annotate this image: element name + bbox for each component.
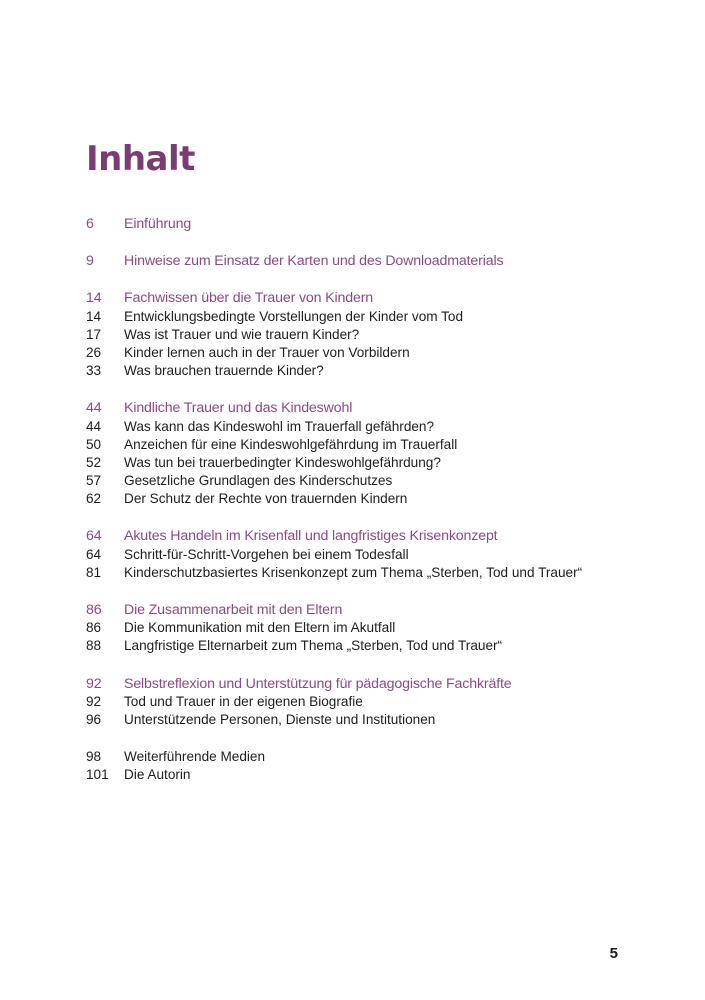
toc-entry-page: 64 — [86, 546, 102, 562]
toc-entry — [86, 418, 666, 436]
toc-entry — [86, 326, 666, 344]
toc-entry-page: 96 — [86, 711, 102, 727]
toc-entry — [86, 454, 666, 472]
toc-heading-title: Akutes Handeln im Krisenfall und langfristiges Krisenkonzept — [124, 528, 498, 545]
toc-heading-title: Fachwissen über die Trauer von Kindern — [124, 290, 374, 307]
toc-entry-title: Kinder lernen auch in der Trauer von Vorbildern — [124, 344, 410, 360]
toc-heading-title: Einführung — [124, 216, 192, 232]
toc-section — [86, 252, 666, 270]
toc-entry — [86, 308, 666, 326]
toc-entry — [86, 711, 666, 729]
toc-entry-title: Anzeichen für eine Kindeswohlgefährdung im Trauerfall — [124, 436, 458, 452]
toc-heading — [86, 289, 666, 307]
toc-heading — [86, 675, 666, 693]
toc-heading — [86, 252, 666, 270]
toc-entry-title: Die Kommunikation mit den Eltern im Akutfall — [124, 620, 396, 636]
toc-entry-title: Was tun bei trauerbedingter Kindeswohlgefährdung? — [124, 454, 441, 470]
toc-section — [86, 601, 666, 656]
toc-entry-title: Gesetzliche Grundlagen des Kinderschutzes — [124, 473, 393, 489]
toc-entry — [86, 693, 666, 711]
toc-entry-title: Tod und Trauer in der eigenen Biografie — [124, 693, 363, 709]
toc-entry — [86, 472, 666, 490]
toc-section — [86, 748, 666, 784]
toc-entry — [86, 766, 666, 784]
toc-entry-page: 86 — [86, 620, 102, 636]
toc-heading — [86, 215, 666, 233]
toc-heading-page: 14 — [86, 290, 102, 307]
toc-entry-page: 101 — [86, 767, 109, 783]
toc-heading-title: Selbstreflexion und Unterstützung für pädagogische Fachkräfte — [124, 675, 512, 692]
toc-section — [86, 399, 666, 508]
toc-entry-page: 17 — [86, 326, 102, 342]
toc-heading-page: 92 — [86, 675, 102, 692]
toc-entry-page: 92 — [86, 693, 102, 709]
toc-entry-page: 52 — [86, 454, 102, 470]
toc-heading — [86, 601, 666, 619]
toc-entry — [86, 564, 666, 582]
toc-heading-page: 86 — [86, 602, 102, 618]
toc-entry-page: 62 — [86, 491, 102, 507]
page-number: 5 — [609, 945, 618, 962]
toc-entry — [86, 637, 666, 655]
toc-entry — [86, 546, 666, 564]
table-of-contents — [86, 215, 666, 804]
toc-entry-title: Was brauchen trauernde Kinder? — [124, 363, 324, 379]
toc-entry-page: 26 — [86, 344, 102, 360]
toc-entry-title: Langfristige Elternarbeit zum Thema „Sterben, Tod und Trauer“ — [124, 638, 503, 654]
toc-entry-page: 57 — [86, 473, 102, 489]
toc-entry — [86, 490, 666, 508]
page-title: Inhalt — [86, 139, 195, 179]
toc-entry-page: 98 — [86, 749, 102, 765]
toc-entry-title: Schritt-für-Schritt-Vorgehen bei einem Todesfall — [124, 546, 409, 562]
toc-entry — [86, 344, 666, 362]
toc-heading-title: Kindliche Trauer und das Kindeswohl — [124, 400, 353, 417]
toc-entry-page: 33 — [86, 363, 102, 379]
toc-section — [86, 527, 666, 582]
toc-heading-title: Die Zusammenarbeit mit den Eltern — [124, 602, 343, 618]
toc-entry-page: 50 — [86, 436, 102, 452]
toc-section — [86, 675, 666, 730]
toc-entry-title: Der Schutz der Rechte von trauernden Kindern — [124, 491, 408, 507]
toc-entry-title: Entwicklungsbedingte Vorstellungen der Kinder vom Tod — [124, 308, 464, 324]
toc-entry-title: Weiterführende Medien — [124, 749, 266, 765]
toc-entry-page: 88 — [86, 638, 102, 654]
toc-heading-page: 44 — [86, 400, 102, 417]
toc-entry-title: Was ist Trauer und wie trauern Kinder? — [124, 326, 360, 342]
toc-heading-page: 6 — [86, 216, 94, 232]
toc-entry — [86, 436, 666, 454]
toc-entry — [86, 362, 666, 380]
toc-entry-title: Die Autorin — [124, 767, 191, 783]
toc-entry-page: 81 — [86, 564, 102, 580]
toc-heading — [86, 527, 666, 545]
toc-heading-title: Hinweise zum Einsatz der Karten und des Downloadmaterials — [124, 253, 504, 270]
toc-entry-title: Kinderschutzbasiertes Krisenkonzept zum Thema „Sterben, Tod und Trauer“ — [124, 564, 583, 580]
toc-section — [86, 215, 666, 233]
toc-entry-title: Unterstützende Personen, Dienste und Institutionen — [124, 711, 436, 727]
toc-entry-page: 44 — [86, 418, 102, 434]
toc-section — [86, 289, 666, 380]
toc-entry-title: Was kann das Kindeswohl im Trauerfall gefährden? — [124, 418, 435, 434]
toc-heading-page: 9 — [86, 253, 94, 270]
toc-heading — [86, 399, 666, 417]
toc-entry-page: 14 — [86, 308, 102, 324]
toc-heading-page: 64 — [86, 528, 102, 545]
toc-entry — [86, 619, 666, 637]
toc-entry — [86, 748, 666, 766]
